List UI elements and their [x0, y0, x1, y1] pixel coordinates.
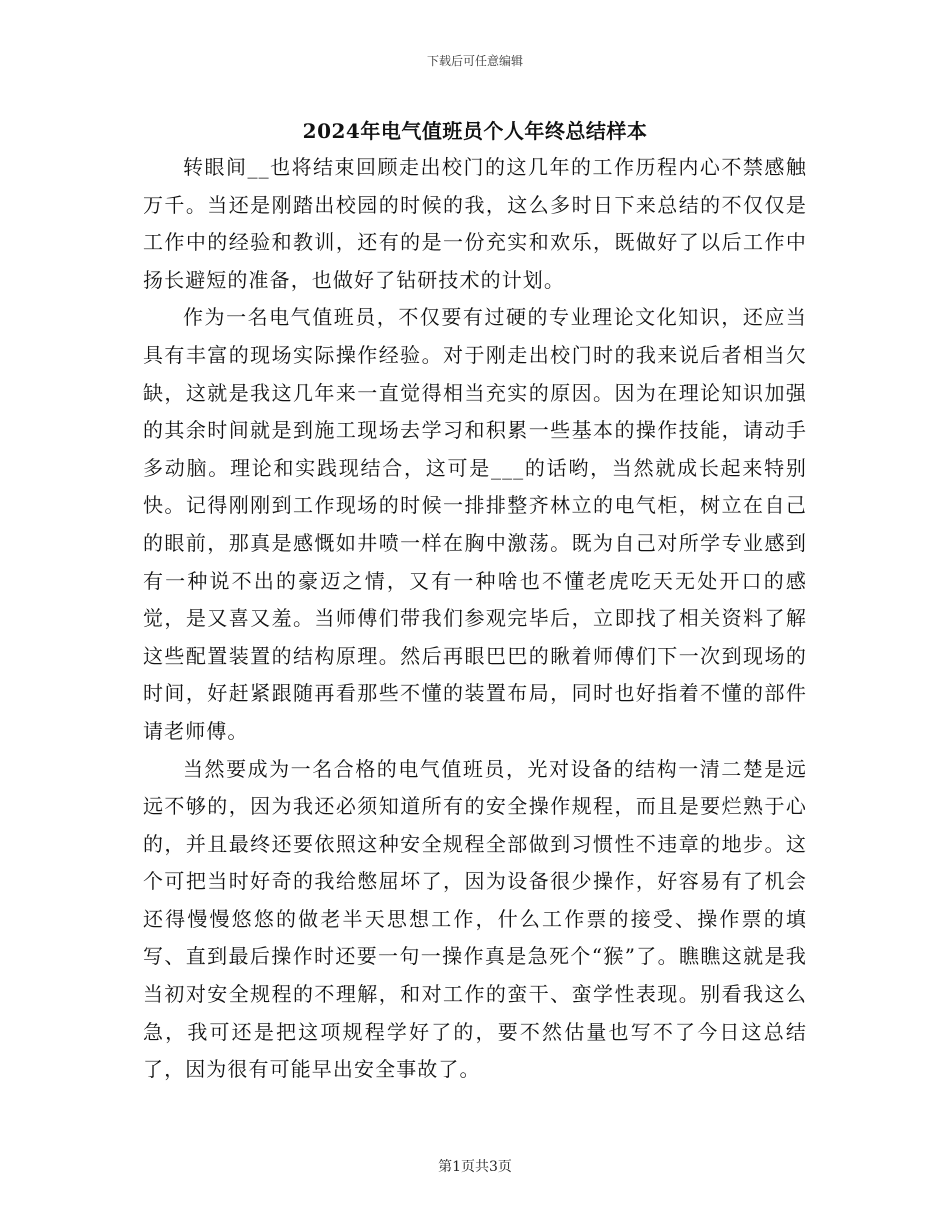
header-note: 下载后可任意编辑 — [426, 54, 523, 68]
paragraph-1: 转眼间__也将结束回顾走出校门的这几年的工作历程内心不禁感触万千。当还是刚踏出校园的时候的我，这么多时日下来总结的不仅仅是工作中的经验和教训，还有的是一份充实和欢乐，既做好了以后工作中扬长避短的准备，也做好了钻研技术的计划。 — [143, 155, 807, 292]
page-number: 第1页共3页 — [438, 1159, 512, 1175]
document-body — [143, 149, 807, 1089]
document-title: 2024年电气值班员个人年终总结样本 — [302, 119, 648, 143]
paragraph-2: 作为一名电气值班员，不仅要有过硬的专业理论文化知识，还应当具有丰富的现场实际操作经验。对于刚走出校门时的我来说后者相当欠缺，这就是我这几年来一直觉得相当充实的原因。因为在理论知识加强的其余时间就是到施工现场去学习和积累一些基本的操作技能，请动手多动脑。理论和实践现结合，这可是___的话哟，当然就成长起来特别快。记得刚刚到工作现场的时候一排排整齐林立的电气柜，树立在自己的眼前，那真是感慨如井喷一样在胸中激荡。既为自己对所学专业感到有一种说不出的豪迈之情，又有一种啥也不懂老虎吃天无处开口的感觉，是又喜又羞。当师傅们带我们参观完毕后，立即找了相关资料了解这些配置装置的结构原理。然后再眼巴巴的瞅着师傅们下一次到现场的时间，好赶紧跟随再看那些不懂的装置布局，同时也好指着不懂的部件请老师傅。 — [143, 305, 807, 743]
paragraph-3: 当然要成为一名合格的电气值班员，光对设备的结构一清二楚是远远不够的，因为我还必须知道所有的安全操作规程，而且是要烂熟于心的，并且最终还要依照这种安全规程全部做到习惯性不违章的地步。这个可把当时好奇的我给憋屈坏了，因为设备很少操作，好容易有了机会还得慢慢悠悠的做老半天思想工作，什么工作票的接受、操作票的填写、直到最后操作时还要一句一操作真是急死个“猴”了。瞧瞧这就是我当初对安全规程的不理解，和对工作的蛮干、蛮学性表现。别看我这么急，我可还是把这项规程学好了的，要不然估量也写不了今日这总结了，因为很有可能早出安全事故了。 — [143, 756, 807, 1082]
